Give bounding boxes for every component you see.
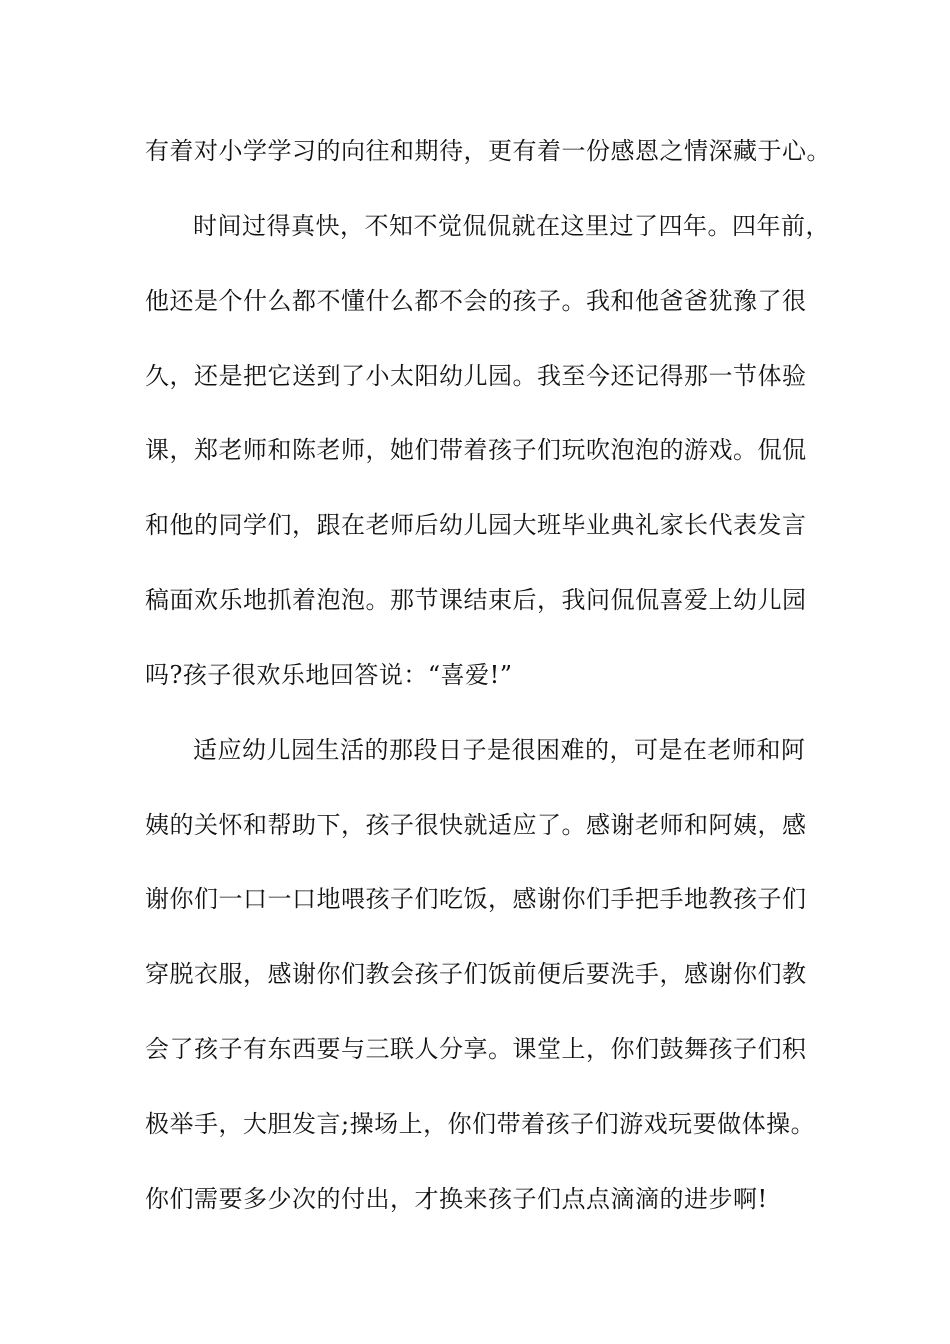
text-line: 稿面欢乐地抓着泡泡。那节课结束后，我问侃侃喜爱上幼儿园 <box>145 586 807 614</box>
text-line: 有着对小学学习的向往和期待，更有着一份感恩之情深藏于心。 <box>145 137 831 165</box>
text-line: 和他的同学们，跟在老师后幼儿园大班毕业典礼家长代表发言 <box>145 511 807 539</box>
text-line: 穿脱衣服，感谢你们教会孩子们饭前便后要洗手，感谢你们教 <box>145 960 807 988</box>
paragraph-start-line: 适应幼儿园生活的那段日子是很困难的，可是在老师和阿 <box>193 736 806 764</box>
text-line: 谢你们一口一口地喂孩子们吃饭，感谢你们手把手地教孩子们 <box>145 885 807 913</box>
text-line: 课，郑老师和陈老师，她们带着孩子们玩吹泡泡的游戏。侃侃 <box>145 436 807 464</box>
text-line: 久，还是把它送到了小太阳幼儿园。我至今还记得那一节体验 <box>145 362 807 390</box>
paragraph-start-line: 时间过得真快，不知不觉侃侃就在这里过了四年。四年前， <box>193 212 830 240</box>
text-line: 极举手，大胆发言;操场上，你们带着孩子们游戏玩要做体操。 <box>145 1110 816 1138</box>
text-line: 会了孩子有东西要与三联人分享。课堂上，你们鼓舞孩子们积 <box>145 1035 807 1063</box>
text-line: 姨的关怀和帮助下，孩子很快就适应了。感谢老师和阿姨，感 <box>145 811 807 839</box>
text-line: 他还是个什么都不懂什么都不会的孩子。我和他爸爸犹豫了很 <box>145 287 807 315</box>
text-line: 吗?孩子很欢乐地回答说：“喜爱!” <box>145 661 513 689</box>
text-line: 你们需要多少次的付出，才换来孩子们点点滴滴的进步啊! <box>145 1185 768 1213</box>
